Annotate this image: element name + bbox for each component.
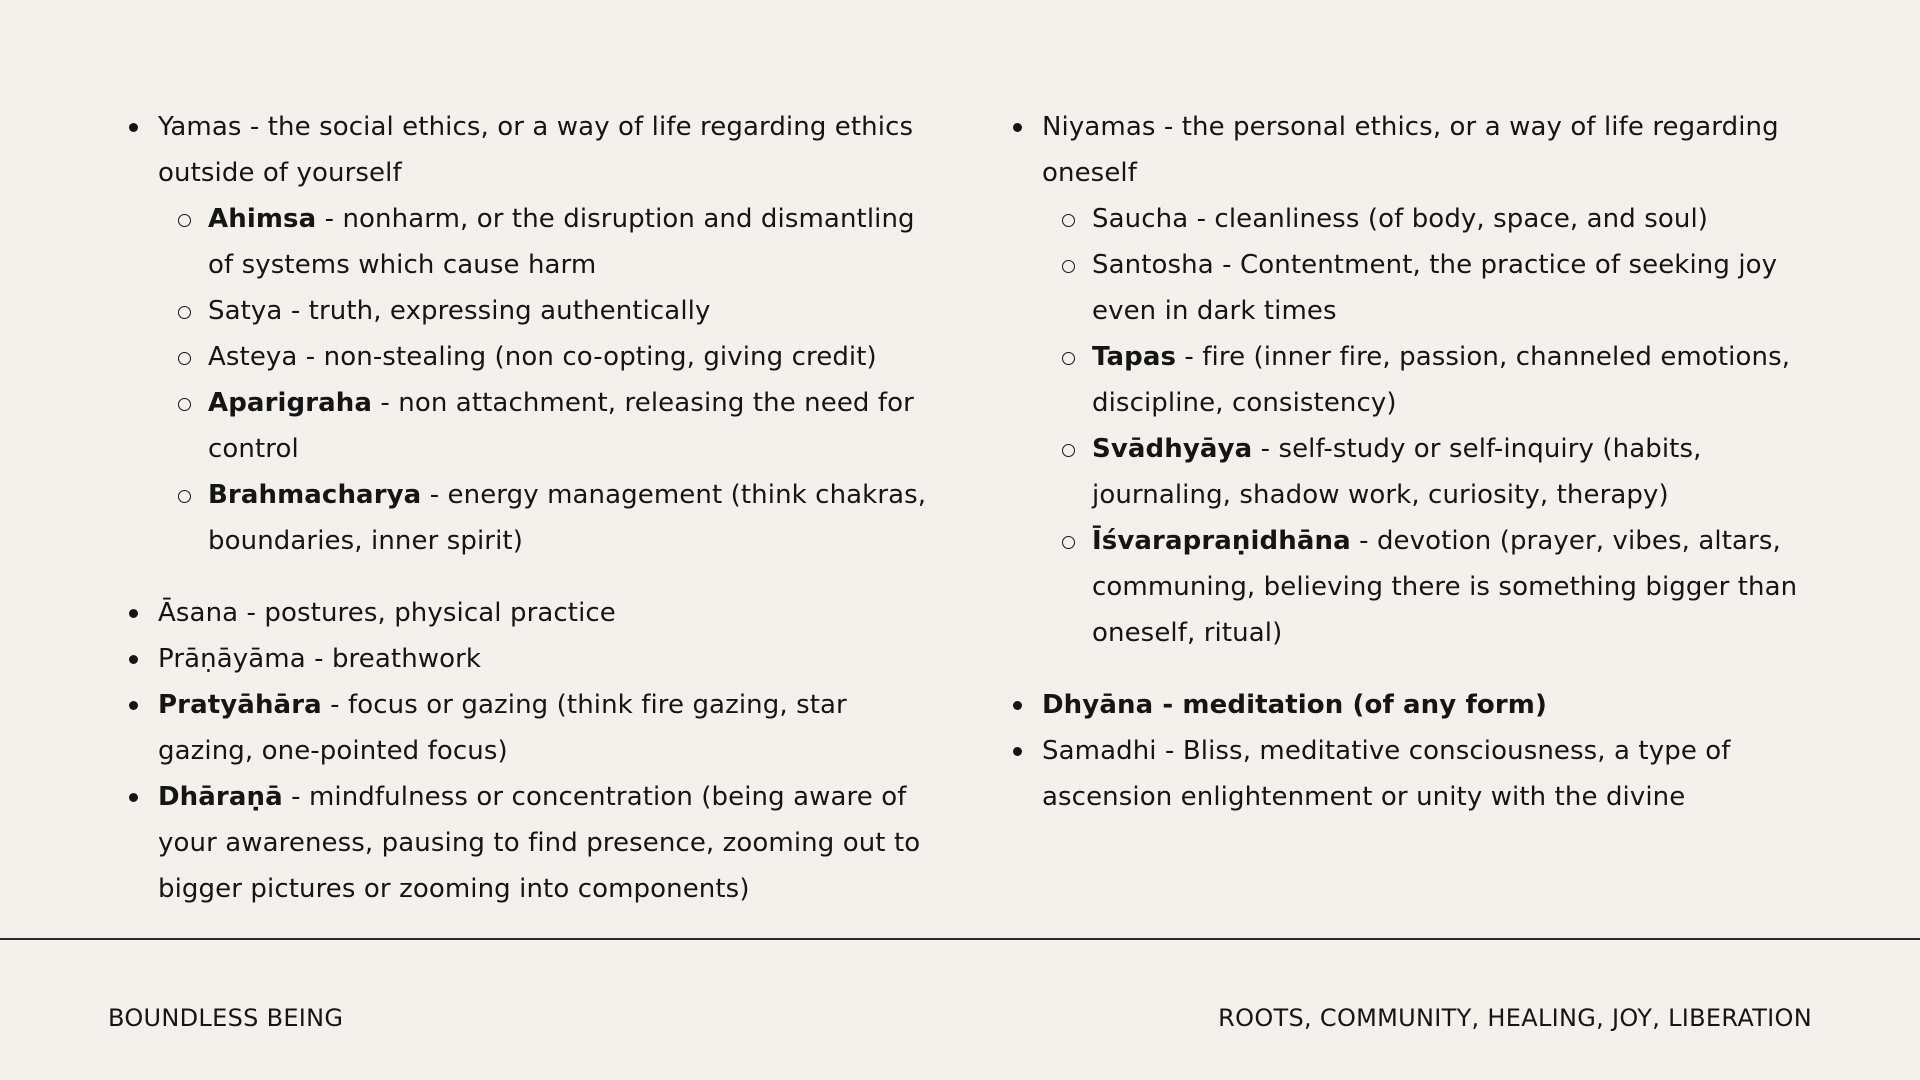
list-item-samadhi: [1012, 728, 1812, 820]
desc-isvarapranidhana: - devotion (prayer, vibes, altars, communing, believing there is something bigger than oneself, ritual): [1092, 526, 1798, 648]
term-svadhyaya: Svādhyāya: [1092, 434, 1253, 464]
desc-santosha: Santosha - Contentment, the practice of seeking joy even in dark times: [1092, 250, 1778, 326]
desc-ahimsa: - nonharm, or the disruption and dismantling of systems which cause harm: [208, 204, 915, 280]
term-dharana: Dhāraṇā: [158, 782, 283, 812]
list-item-satya: [158, 288, 948, 334]
yamas-text: Yamas - the social ethics, or a way of life regarding ethics outside of yourself: [158, 112, 914, 188]
list-item-tapas: [1042, 334, 1812, 426]
desc-saucha: Saucha - cleanliness (of body, space, and soul): [1092, 204, 1709, 234]
desc-pratyahara: - focus or gazing (think fire gazing, star gazing, one-pointed focus): [158, 690, 847, 766]
right-column: [1012, 104, 1812, 820]
term-ahimsa: Ahimsa: [208, 204, 317, 234]
list-item-brahmacharya: [158, 472, 948, 564]
niyamas-text: Niyamas - the personal ethics, or a way of life regarding oneself: [1042, 112, 1779, 188]
footer-tagline: ROOTS, COMMUNITY, HEALING, JOY, LIBERATION: [1218, 1004, 1812, 1032]
term-tapas: Tapas: [1092, 342, 1177, 372]
list-item-ahimsa: [158, 196, 948, 288]
desc-satya: Satya - truth, expressing authentically: [208, 296, 711, 326]
list-item-pratyahara: [128, 682, 948, 774]
yamas-sublist: [158, 196, 948, 564]
footer-divider: [0, 938, 1920, 940]
samadhi-text: Samadhi - Bliss, meditative consciousness, a type of ascension enlightenment or unity with the divine: [1042, 736, 1731, 812]
right-limbs-list: [1012, 104, 1812, 820]
desc-brahmacharya: - energy management (think chakras, boundaries, inner spirit): [208, 480, 927, 556]
list-item-saucha: [1042, 196, 1812, 242]
list-item-svadhyaya: [1042, 426, 1812, 518]
list-item-santosha: [1042, 242, 1812, 334]
list-item-asteya: [158, 334, 948, 380]
list-item-niyamas: [1012, 104, 1812, 656]
desc-aparigraha: - non attachment, releasing the need for control: [208, 388, 914, 464]
desc-tapas: - fire (inner fire, passion, channeled emotions, discipline, consistency): [1092, 342, 1791, 418]
list-item-dhyana: [1012, 682, 1812, 728]
asana-text: Āsana - postures, physical practice: [158, 598, 616, 628]
desc-svadhyaya: - self-study or self-inquiry (habits, journaling, shadow work, curiosity, therapy): [1092, 434, 1702, 510]
list-item-dharana: [128, 774, 948, 912]
dhyana-text: Dhyāna - meditation (of any form): [1042, 690, 1547, 720]
footer-brand: BOUNDLESS BEING: [108, 1004, 344, 1032]
desc-dharana: - mindfulness or concentration (being aware of your awareness, pausing to find presence, zooming out to bigger pictures or zooming into components): [158, 782, 921, 904]
list-item-pranayama: [128, 636, 948, 682]
list-item-yamas: [128, 104, 948, 564]
list-item-asana: [128, 590, 948, 636]
term-aparigraha: Aparigraha: [208, 388, 373, 418]
term-brahmacharya: Brahmacharya: [208, 480, 422, 510]
niyamas-sublist: [1042, 196, 1812, 656]
list-item-isvarapranidhana: [1042, 518, 1812, 656]
list-item-aparigraha: [158, 380, 948, 472]
pranayama-text: Prāṇāyāma - breathwork: [158, 644, 482, 674]
desc-asteya: Asteya - non-stealing (non co-opting, giving credit): [208, 342, 877, 372]
term-pratyahara: Pratyāhāra: [158, 690, 322, 720]
term-isvarapranidhana: Īśvarapraṇidhāna: [1092, 526, 1351, 556]
left-column: [128, 104, 948, 912]
left-limbs-list: [128, 104, 948, 912]
